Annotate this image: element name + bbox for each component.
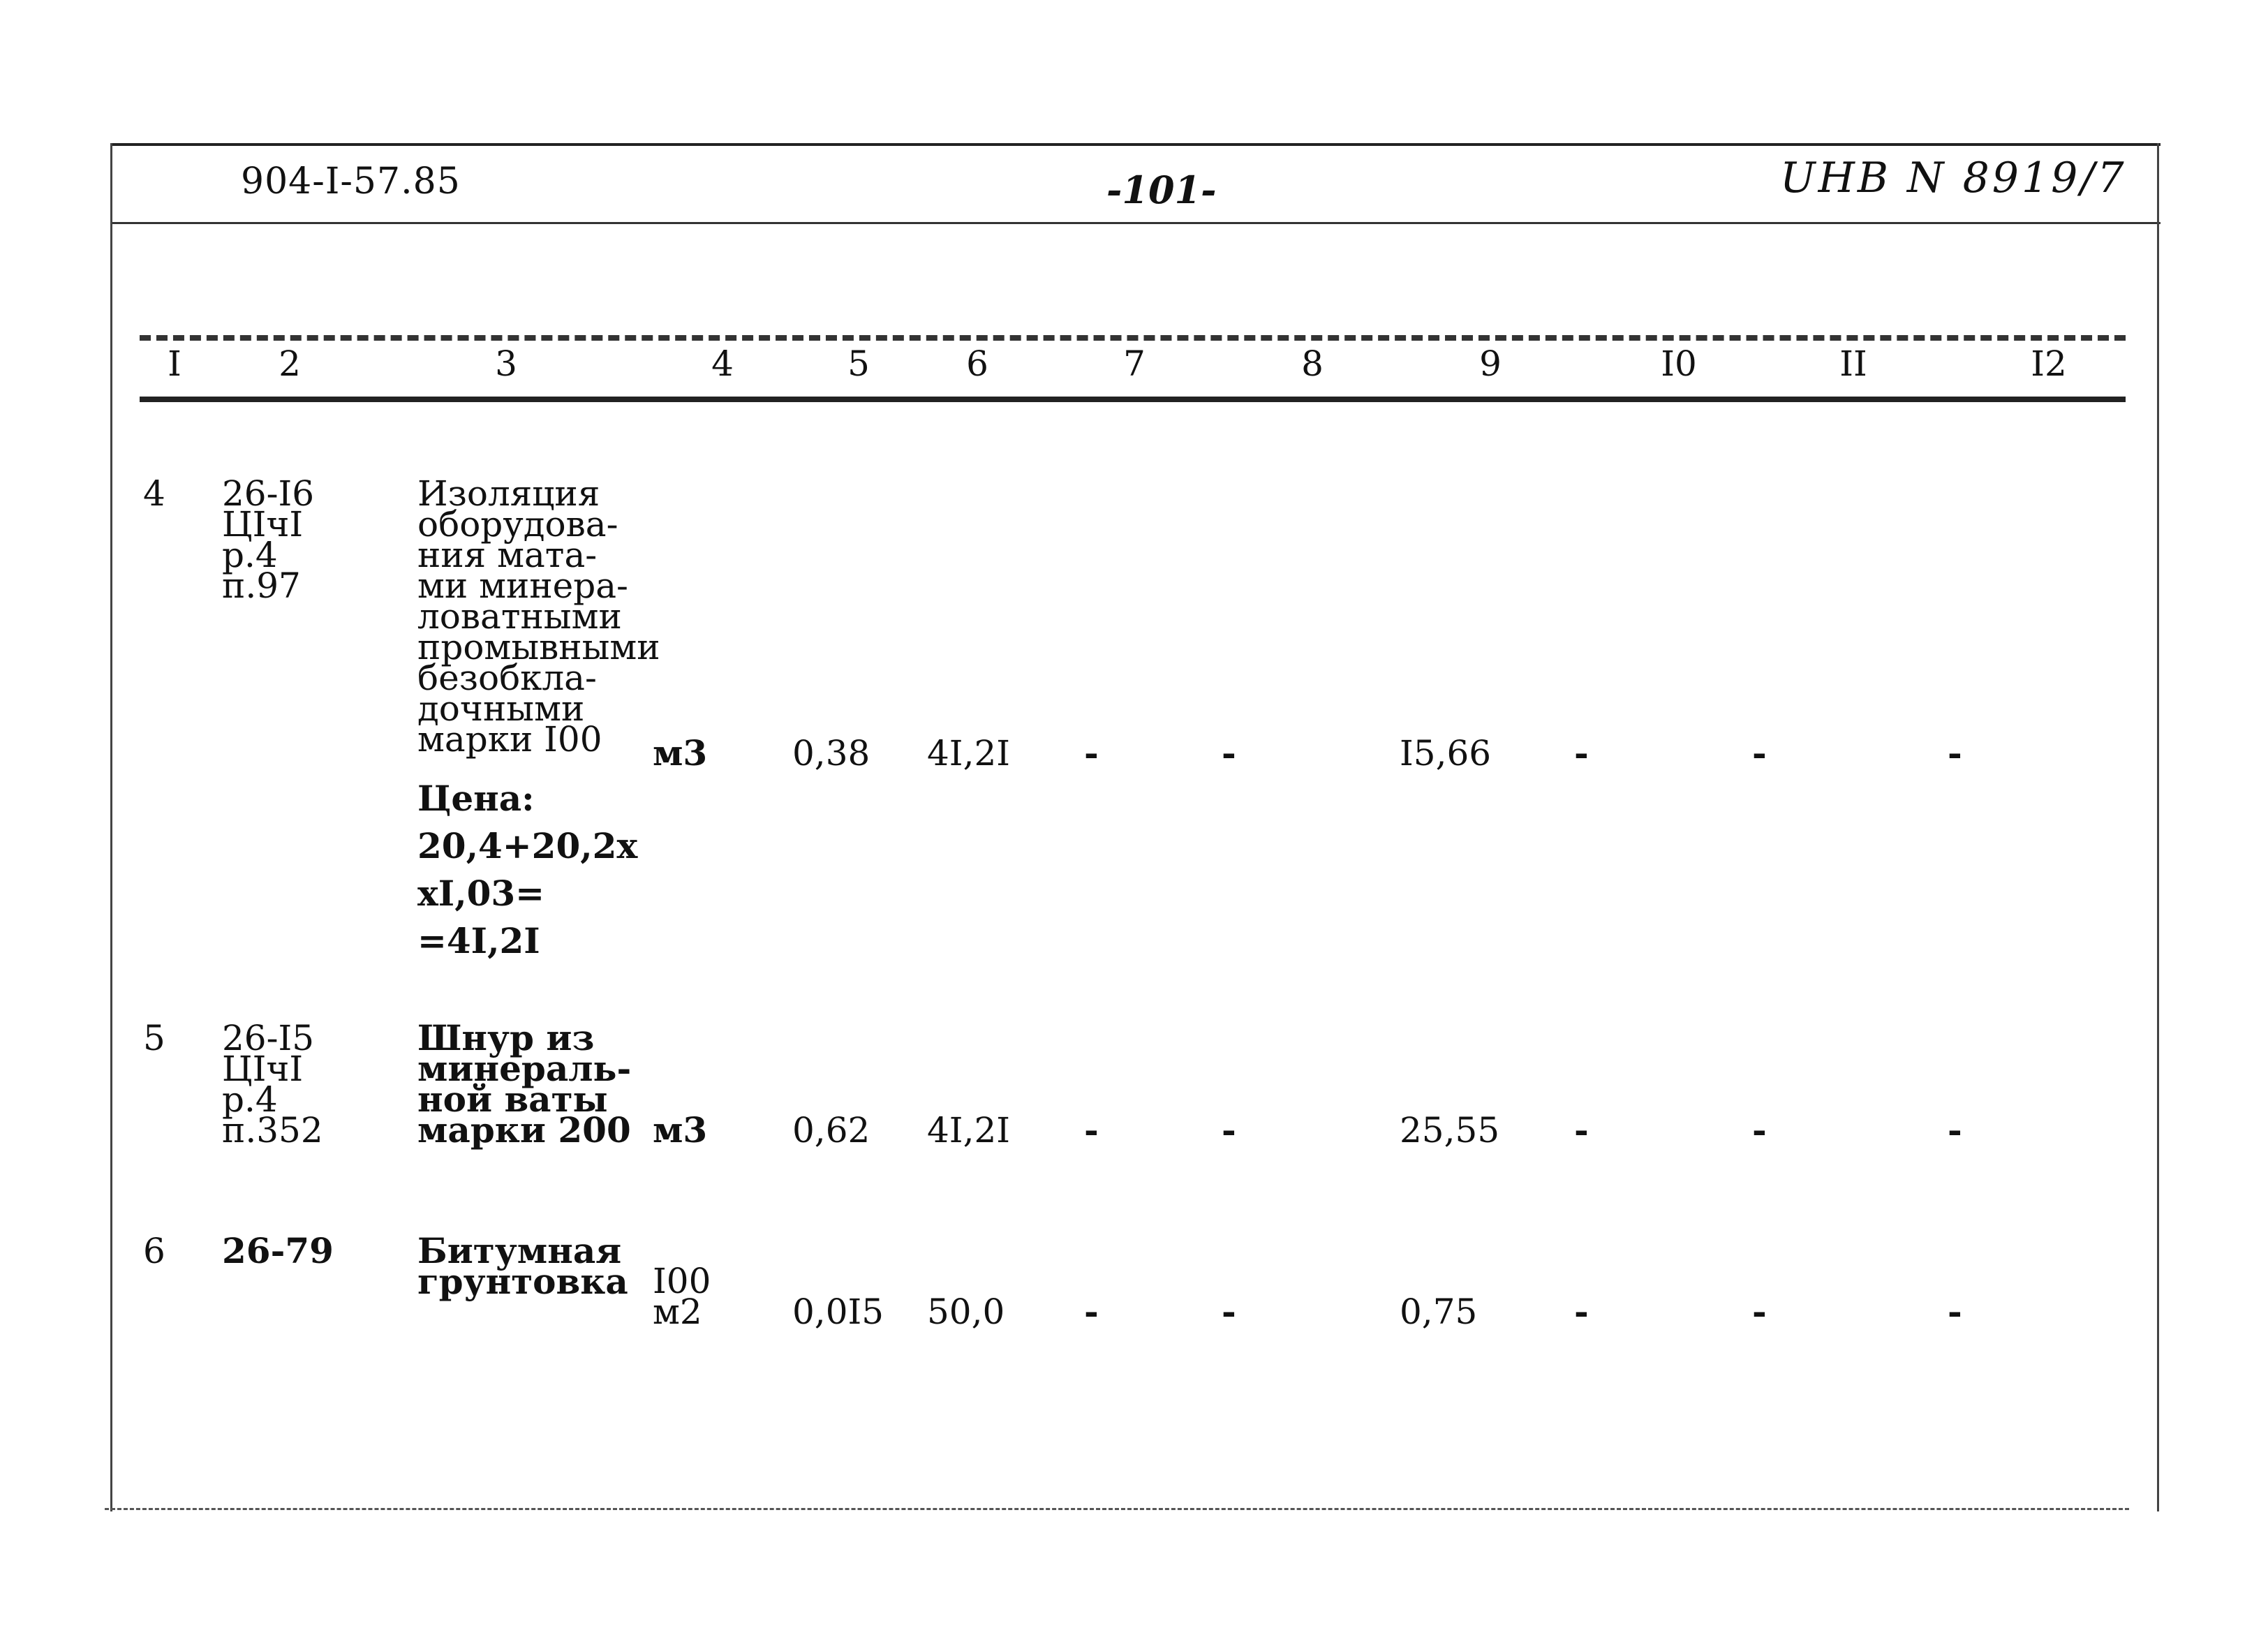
column-number-3: 3 [495,343,517,384]
row-5-col6: 4I,2I [927,1110,1011,1151]
column-header-top-rule [140,335,2126,341]
description-line: марки I00 [417,719,602,760]
row-6-code: 26-79 [222,1230,334,1271]
description-line: ной ваты [417,1079,608,1120]
frame-right-line [2157,143,2159,1511]
row-5-code [222,1018,323,1151]
row-4-col5: 0,38 [792,733,870,774]
description-line: минераль- [417,1048,632,1089]
column-number-4: 4 [711,343,734,384]
header-underline [112,222,2160,224]
row-4-col7: - [1084,732,1099,774]
inventory-number: UHB N 8919/7 [1780,154,2127,202]
row-5-col11: - [1752,1109,1767,1151]
description-line: Битумная [417,1230,622,1271]
row-4-code [222,473,315,606]
code-line: ЦIчI [222,1049,304,1089]
column-number-9: 9 [1479,343,1502,384]
row-6-col9: 0,75 [1400,1292,1478,1332]
column-number-12: I2 [2031,343,2067,384]
price-line: 20,4+20,2х [417,825,638,866]
row-6-description [417,1230,628,1302]
description-line: промывными [417,627,660,667]
row-6-col7: - [1084,1291,1099,1332]
row-5-number: 5 [143,1018,165,1058]
description-line: Шнур из [417,1017,595,1058]
description-line: оборудова- [417,504,618,545]
code-line: п.352 [222,1110,323,1151]
row-6-unit [653,1261,711,1332]
row-6-col10: - [1574,1291,1589,1332]
column-number-6: 6 [966,343,988,384]
document-number: 904-I-57.85 [241,161,461,202]
code-line: 26-I5 [222,1018,315,1058]
description-line: марки 200 [417,1109,631,1151]
price-line: хI,03= [417,873,545,914]
row-5-col9: 25,55 [1400,1110,1500,1151]
code-line: п.97 [222,565,301,606]
column-number-2: 2 [279,343,301,384]
row-5-description [417,1017,632,1151]
row-4-description [417,473,660,760]
description-line: безобкла- [417,658,597,698]
row-4-col12: - [1948,732,1962,774]
column-number-8: 8 [1301,343,1324,384]
row-4-unit: м3 [653,732,708,774]
row-5-unit: м3 [653,1109,708,1151]
row-5-col5: 0,62 [792,1110,870,1151]
row-6-col12: - [1948,1291,1962,1332]
row-6-col8: - [1222,1291,1236,1332]
row-5-col7: - [1084,1109,1099,1151]
unit-line: м2 [653,1292,702,1332]
price-line: Цена: [417,778,535,819]
frame-left-line [110,143,112,1511]
code-line: р.4 [222,535,278,575]
row-4-col10: - [1574,732,1589,774]
row-6-number: 6 [143,1231,165,1271]
description-line: дочными [417,688,585,729]
row-4-price-calculation [417,775,637,965]
column-header-bottom-rule [140,397,2126,402]
price-line: =4I,2I [417,920,540,961]
description-line: Изоляция [417,473,600,514]
row-4-number: 4 [143,473,165,514]
row-4-col9: I5,66 [1400,733,1492,774]
page-number: -101- [1106,168,1217,212]
column-number-1: I [168,343,181,384]
column-number-10: I0 [1661,343,1697,384]
row-5-col10: - [1574,1109,1589,1151]
row-5-col12: - [1948,1109,1962,1151]
description-line: ми минера- [417,565,628,606]
row-6-col6: 50,0 [927,1292,1005,1332]
description-line: ния мата- [417,535,598,575]
column-number-11: II [1839,343,1867,384]
description-line: грунтовка [417,1261,628,1302]
row-4-col8: - [1222,732,1236,774]
code-line: 26-I6 [222,473,315,514]
code-line: ЦIчI [222,504,304,545]
code-line: р.4 [222,1079,278,1120]
unit-line: I00 [653,1261,711,1301]
column-number-7: 7 [1123,343,1146,384]
row-6-col5: 0,0I5 [792,1292,884,1332]
description-line: ловатными [417,596,622,637]
row-6-col11: - [1752,1291,1767,1332]
row-4-col6: 4I,2I [927,733,1011,774]
frame-top-line [112,143,2160,146]
row-5-col8: - [1222,1109,1236,1151]
column-number-5: 5 [847,343,870,384]
frame-bottom-line [105,1508,2129,1510]
row-4-col11: - [1752,732,1767,774]
